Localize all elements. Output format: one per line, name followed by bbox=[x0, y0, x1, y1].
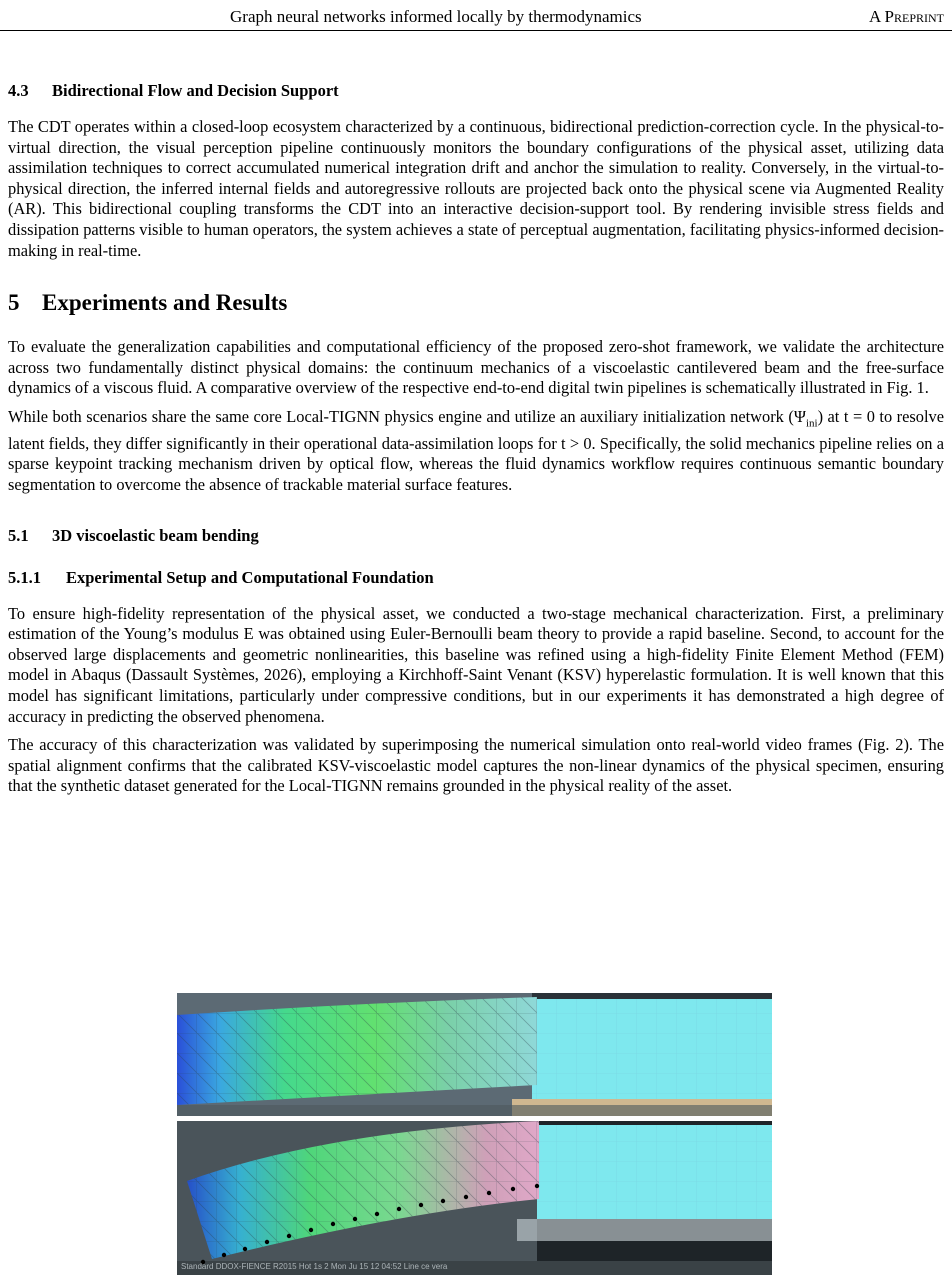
bottom-frame bbox=[177, 1121, 772, 1275]
section-5-1-heading bbox=[8, 526, 944, 546]
running-header-tag: A Preprint bbox=[868, 7, 944, 26]
section-number: 5.1 bbox=[8, 525, 29, 545]
keypoint-dot bbox=[309, 1228, 313, 1232]
psi-subscript: ini bbox=[805, 417, 818, 430]
section-4-3-heading bbox=[8, 81, 944, 101]
keypoint-dot bbox=[222, 1253, 226, 1257]
section-number: 5.1.1 bbox=[8, 567, 41, 587]
keypoint-dot bbox=[287, 1234, 291, 1238]
top-frame bbox=[177, 993, 772, 1116]
keypoint-dot bbox=[397, 1207, 401, 1211]
section-title: Experiments and Results bbox=[42, 290, 288, 316]
keypoint-dot bbox=[487, 1191, 491, 1195]
section-number: 5 bbox=[8, 290, 20, 316]
beam-overlay-image bbox=[177, 993, 772, 1275]
paragraph-5-2-part-b: ) at t = 0 to resolve latent fields, they differ significantly in their operational data-assimilation loops for t > 0. Specifically, the solid mechanics pipeline relies on a sparse keypoint tracking mechanism driven by optical flow, whereas the fluid dynamics workflow requires continuous semantic boundary segmentation to overcome the absence of trackable material surface features. bbox=[8, 406, 944, 494]
keypoint-dot bbox=[331, 1222, 335, 1226]
keypoint-dot bbox=[535, 1184, 539, 1188]
section-title: Bidirectional Flow and Decision Support bbox=[52, 81, 339, 100]
keypoint-dot bbox=[265, 1240, 269, 1244]
page-body bbox=[8, 60, 944, 805]
section-title: Experimental Setup and Computational Foundation bbox=[66, 567, 434, 587]
figure-2-beam-overlay bbox=[177, 993, 772, 1275]
keypoint-dot bbox=[464, 1195, 468, 1199]
paragraph-5-2-part-a: While both scenarios share the same core Local-TIGNN physics engine and utilize an auxiliary initialization network (Ψ bbox=[8, 406, 806, 426]
running-header bbox=[0, 4, 952, 31]
keypoint-dot bbox=[375, 1212, 379, 1216]
section-number: 4.3 bbox=[8, 81, 29, 100]
paragraph-5-1-1-1: To ensure high-fidelity representation of the physical asset, we conducted a two-stage mechanical characterization. First, a preliminary estimation of the Young’s modulus E was obtained using Euler-Bernoulli beam theory to provide a rapid baseline. Second, to account for the observed large displacements and geometric nonlinearities, this baseline was refined using a high-fidelity Finite Element Method (FEM) model in Abaqus (Dassault Systèmes, 2026), employing a Kirchhoff-Saint Venant (KSV) hyperelastic formulation. It is well known that this model has significant limitations, particularly under compressive conditions, but in our experiments it has demonstrated a high degree of accuracy in predicting the observed phenomena. bbox=[8, 603, 944, 726]
keypoint-dot bbox=[511, 1187, 515, 1191]
keypoint-dot bbox=[353, 1217, 357, 1221]
section-5-heading bbox=[8, 290, 944, 316]
section-5-1-1-heading bbox=[8, 568, 944, 588]
paragraph-5-1-1-2: The accuracy of this characterization was validated by superimposing the numerical simulation onto real-world video frames (Fig. 2). The spatial alignment confirms that the calibrated KSV-viscoelastic model captures the non-linear dynamics of the physical specimen, ensuring that the synthetic dataset generated for the Local-TIGNN remains grounded in the physical reality of the asset. bbox=[8, 735, 944, 796]
running-header-title: Graph neural networks informed locally by thermodynamics bbox=[230, 7, 642, 26]
keypoint-dot bbox=[419, 1203, 423, 1207]
video-overlay-text: Standard DDOX-FIENCE R2015 Hot 1s 2 Mon Ju 15 12 04:52 Line ce vera bbox=[181, 1262, 448, 1271]
section-title: 3D viscoelastic beam bending bbox=[52, 525, 259, 545]
paragraph-5-2 bbox=[8, 407, 944, 496]
keypoint-dot bbox=[243, 1247, 247, 1251]
paragraph-5-1: To evaluate the generalization capabilities and computational efficiency of the proposed zero-shot framework, we validate the architecture across two fundamentally distinct physical domains: the continuum mechanics of a viscoelastic cantilevered beam and the free-surface dynamics of a viscous fluid. A comparative overview of the respective end-to-end digital twin pipelines is schematically illustrated in Fig. 1. bbox=[8, 337, 944, 398]
keypoint-dot bbox=[441, 1199, 445, 1203]
paragraph-4-3: The CDT operates within a closed-loop ecosystem characterized by a continuous, bidirectional prediction-correction cycle. In the physical-to-virtual direction, the visual perception pipeline continuously monitors the boundary configurations of the physical asset, utilizing data assimilation techniques to correct accumulated numerical integration drift and anchor the simulation to reality. Conversely, in the virtual-to-physical direction, the inferred internal fields and autoregressive rollouts are projected back onto the physical scene via Augmented Reality (AR). This bidirectional coupling transforms the CDT into an interactive decision-support tool. By rendering invisible stress fields and dissipation patterns visible to human operators, the system achieves a state of perceptual augmentation, facilitating physics-informed decision-making in real-time. bbox=[8, 117, 944, 260]
